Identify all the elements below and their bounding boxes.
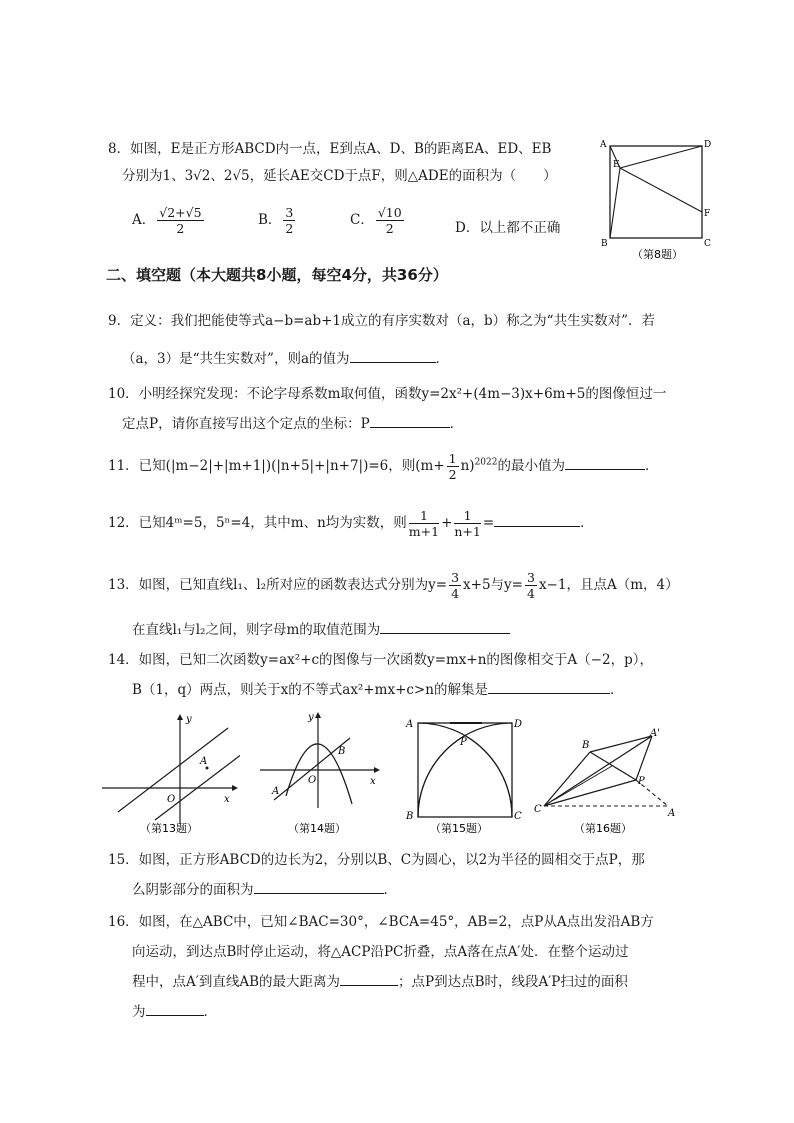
q10-answer-blank[interactable] (370, 413, 450, 428)
q16-line3: 程中，点A′到直线AB的最大距离为 ；点P到达点B时，线段A′P扫过的面积 (132, 970, 628, 990)
fig8-label-f: F (704, 209, 711, 219)
q9-line2: （a，3）是“共生实数对”，则a的值为 ． (122, 347, 449, 367)
fig15-label-c: C (514, 811, 522, 822)
fig13-label-o: O (167, 794, 176, 805)
fig13-label-x: x (224, 794, 230, 805)
q13-line2: 在直线l₁与l₂之间，则字母m的取值范围为 (132, 618, 510, 638)
option-c-label: C． (350, 212, 374, 228)
fig8-label-c: C (704, 239, 711, 249)
fig13-caption: （第13题） (140, 822, 198, 835)
q8-line2: 分别为1、3√2、2√5，延长AE交CD于点F，则△ADE的面积为（ ） (122, 168, 557, 184)
q15-line1: 15．如图，正方形ABCD的边长为2，分别以B、C为圆心，以2为半径的圆相交于点P，那 (108, 852, 645, 868)
q8-option-b (258, 205, 297, 236)
q13-fraction-2: $\frac{3}{4}$ (526, 570, 535, 601)
option-b-label: B． (258, 212, 282, 228)
q11-line: 11．已知(|m−2|+|m+1|)(|n+5|+|n+7|)=6，则(m+ $\frac{1}{2}$ n)$^{2022}$的最小值为 ． (108, 451, 659, 482)
q12-fraction-1: $\frac{1}{m+1}$ (408, 508, 440, 539)
q12-answer-blank[interactable] (494, 512, 580, 527)
q10-line2: 定点P，请你直接写出这个定点的坐标：P ． (122, 412, 463, 432)
q8-option-c (350, 205, 406, 236)
option-b-fraction: $\frac{3}{2}$ (285, 205, 294, 236)
q10-line1: 10．小明经探究发现：不论字母系数m取何值，函数y=2x²+(4m−3)x+6m+5的图像恒过一 (108, 386, 667, 402)
q11-fraction: $\frac{1}{2}$ (448, 451, 457, 482)
option-a-fraction: $\frac{√2+√5}{2}$ (159, 205, 202, 236)
q13-answer-blank[interactable] (380, 619, 510, 634)
q16-answer-blank-1[interactable] (340, 971, 398, 986)
fig8-label-d: D (704, 140, 712, 150)
q8-line1: 8．如图，E是正方形ABCD内一点，E到点A、D、B的距离EA、ED、EB (108, 141, 552, 157)
fig14-label-o: O (308, 775, 317, 786)
figure-q13 (100, 712, 240, 837)
fig14-caption: （第14题） (288, 822, 346, 835)
fig16-label-a-prime: A' (650, 728, 660, 739)
fig16-caption: （第16题） (574, 822, 632, 835)
option-a-label: A． (132, 212, 156, 228)
q13-line1: 13．如图，已知直线l₁、l₂所对应的函数表达式分别为y= $\frac{3}{4}$ x+5与y= $\frac{3}{4}$ x−1，且点A（m，4） (108, 570, 679, 601)
fig14-label-b: B (338, 746, 346, 757)
q13-fraction-1: $\frac{3}{4}$ (451, 570, 460, 601)
fig14-label-a: A (272, 786, 280, 797)
figure-q16 (532, 728, 682, 840)
fig16-label-c: C (534, 804, 542, 815)
fig16-label-a: A (668, 808, 676, 819)
q16-answer-blank-2[interactable] (146, 1001, 204, 1016)
q14-line1: 14．如图，已知二次函数y=ax²+c的图像与一次函数y=mx+n的图像相交于A（−2，p）， (108, 652, 653, 668)
fig8-label-e: E (613, 160, 620, 170)
option-c-fraction: $\frac{√10}{2}$ (377, 205, 402, 236)
section-title: 二、填空题（本大题共8小题，每空4分，共36分） (106, 266, 448, 284)
q9-line1: 9．定义：我们把能使等式a−b=ab+1成立的有序实数对（a，b）称之为“共生实数对”．若 (108, 313, 655, 329)
q16-line1: 16．如图，在△ABC中，已知∠BAC=30°，∠BCA=45°，AB=2，点P从A点出发沿AB方 (108, 914, 654, 930)
fig8-square (610, 146, 702, 238)
fig15-label-a: A (406, 719, 414, 730)
fig8-caption: （第8题） (632, 248, 683, 261)
fig15-label-d: D (514, 719, 523, 730)
q8-option-a (132, 205, 206, 236)
q14-line2: B（1，q）两点，则关于x的不等式ax²+mx+c>n的解集是 ． (132, 678, 623, 698)
q16-line2: 向运动，到达点B时停止运动，将△ACP沿PC折叠，点A落在点A′处．在整个运动过 (132, 944, 629, 960)
q14-answer-blank[interactable] (488, 679, 610, 694)
fig13-line-l2 (155, 754, 240, 820)
fig16-label-b: B (582, 740, 590, 751)
q15-line2: 么阴影部分的面积为 ． (132, 878, 397, 898)
q9-answer-blank[interactable] (350, 348, 436, 363)
fig14-label-x: x (370, 776, 376, 787)
figure-q8 (596, 134, 716, 264)
fig15-caption: （第15题） (430, 822, 488, 835)
fig8-label-a: A (600, 140, 607, 150)
fig16-label-p: P (638, 776, 645, 787)
q16-line4: 为 ． (132, 1000, 217, 1020)
fig15-label-b: B (406, 811, 414, 822)
q12-line: 12．已知4ᵐ=5，5ⁿ=4，其中m、n均为实数，则 $\frac{1}{m+1}$ + $\frac{1}{n+1}$ = ． (108, 508, 594, 539)
q8-option-d: D．以上都不正确 (455, 220, 561, 236)
fig13-label-y: y (186, 714, 192, 725)
q11-answer-blank[interactable] (565, 455, 645, 470)
fig15-label-p: P (460, 737, 467, 748)
fig14-label-y: y (308, 712, 314, 723)
figure-q15 (402, 715, 527, 840)
q12-fraction-2: $\frac{1}{n+1}$ (454, 508, 481, 539)
fig8-label-b: B (601, 239, 608, 249)
figure-q14 (258, 708, 383, 838)
q15-answer-blank[interactable] (254, 879, 384, 894)
fig13-label-a: A (200, 756, 208, 767)
